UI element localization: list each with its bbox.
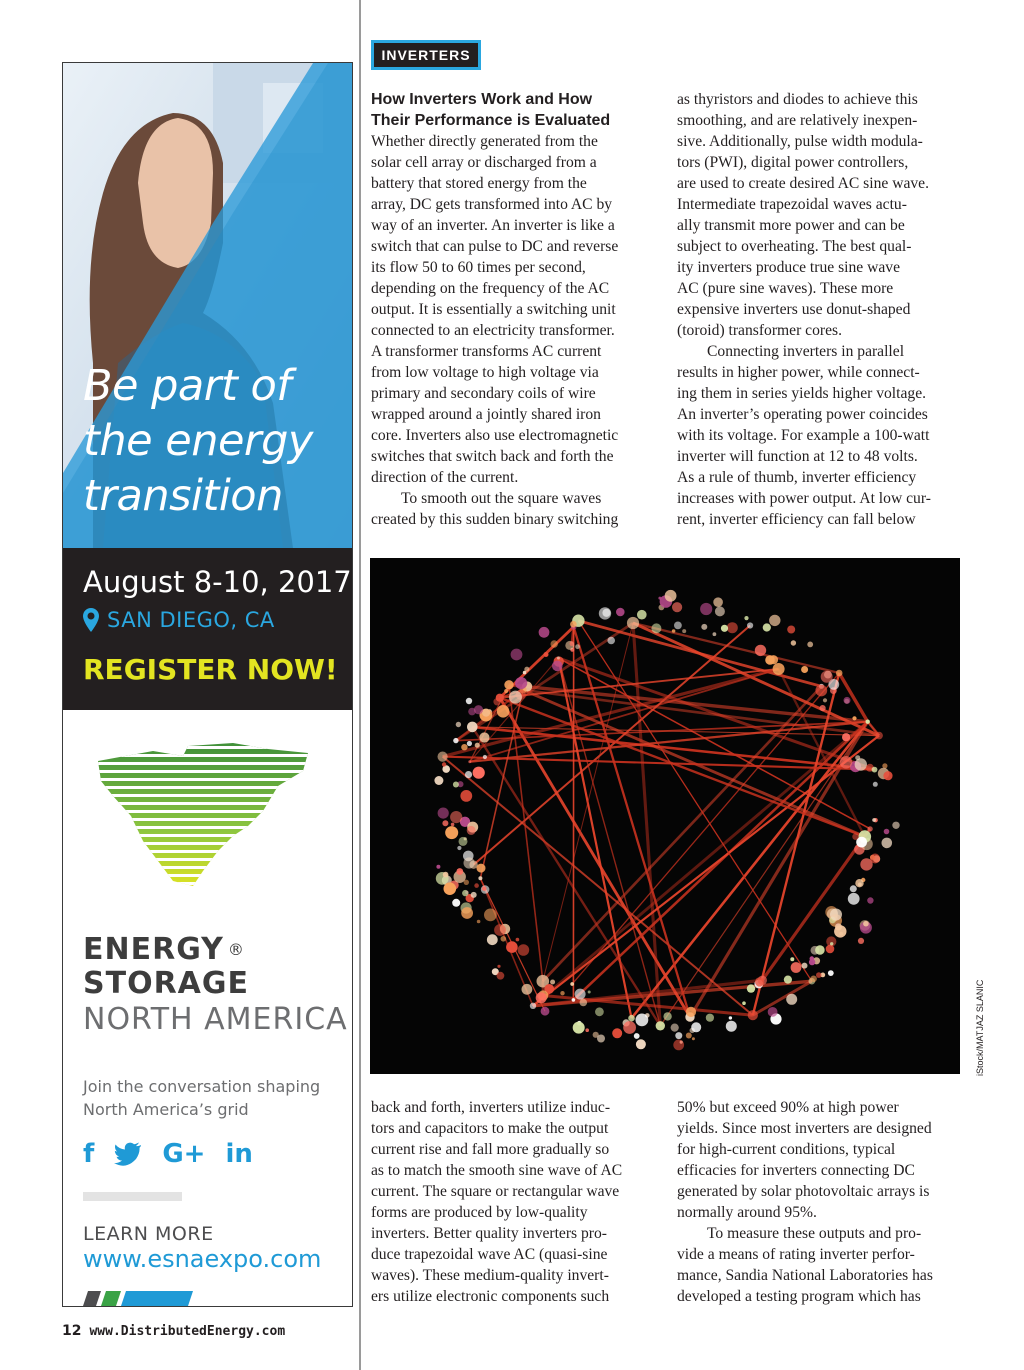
network-node xyxy=(442,820,448,826)
network-node xyxy=(434,776,443,785)
network-node xyxy=(506,941,518,953)
network-link xyxy=(533,980,762,1006)
registered-mark: ® xyxy=(227,940,245,959)
network-node xyxy=(572,998,576,1002)
network-node xyxy=(701,624,707,630)
network-node xyxy=(530,1003,536,1009)
text-line: inverters. Better quality inverters pro- xyxy=(371,1225,607,1242)
network-node xyxy=(497,965,500,968)
network-node xyxy=(467,826,476,835)
network-node xyxy=(516,938,520,942)
text-line: normally around 95%. xyxy=(677,1204,817,1221)
text-line: (toroid) transformer cores. xyxy=(677,322,842,339)
location-pin-icon xyxy=(83,608,99,632)
text-line: An inverter’s operating power coincides xyxy=(677,406,928,423)
text-line: expensive inverters use donut-shaped xyxy=(677,301,911,318)
article-heading-line: How Inverters Work and How xyxy=(371,91,593,108)
text-line: created by this sudden binary switching xyxy=(371,511,619,528)
text-line: subject to overheating. The best qual- xyxy=(677,238,912,255)
text-line: smoothing, and are relatively inexpen- xyxy=(677,112,918,129)
network-node xyxy=(462,890,468,896)
network-node xyxy=(637,610,647,620)
network-node xyxy=(855,755,860,760)
advertisement[interactable] xyxy=(62,62,353,1307)
network-node xyxy=(755,645,766,656)
network-node xyxy=(518,944,530,956)
network-node xyxy=(550,980,555,985)
ad-headline-line: the energy xyxy=(83,416,313,466)
text-line: are used to create desired AC sine wave. xyxy=(677,175,929,192)
network-node xyxy=(675,1032,682,1039)
network-node xyxy=(882,763,887,768)
network-node xyxy=(544,652,549,657)
network-node xyxy=(672,602,682,612)
network-node xyxy=(445,826,458,839)
network-node xyxy=(460,790,472,802)
network-node xyxy=(477,864,486,873)
text-line: waves). These medium-quality invert- xyxy=(371,1267,609,1284)
network-node xyxy=(713,632,717,636)
network-node xyxy=(467,722,478,733)
network-node xyxy=(713,597,723,607)
network-node xyxy=(497,705,510,718)
text-line: its flow 50 to 60 times per second, xyxy=(371,259,586,276)
network-node xyxy=(468,760,471,763)
network-node xyxy=(692,1037,695,1040)
network-node xyxy=(729,1016,732,1019)
network-node xyxy=(791,640,796,645)
text-line: yields. Since most inverters are designed xyxy=(677,1120,932,1137)
network-node xyxy=(580,999,588,1007)
network-link xyxy=(474,626,750,865)
network-node xyxy=(840,756,853,769)
network-node xyxy=(452,899,460,907)
network-node xyxy=(552,661,563,672)
network-node xyxy=(742,1001,746,1005)
network-node xyxy=(830,942,833,945)
text-line: as thyristors and diodes to achieve this xyxy=(677,91,918,108)
text-line: As a rule of thumb, inverter efficiency xyxy=(677,469,917,486)
network-node xyxy=(557,657,560,660)
network-node xyxy=(834,925,846,937)
network-node xyxy=(473,767,485,779)
network-node xyxy=(453,738,458,743)
network-node xyxy=(842,733,850,741)
network-node xyxy=(628,1015,635,1022)
network-node xyxy=(511,649,523,661)
network-node xyxy=(461,907,473,919)
network-node xyxy=(457,846,461,850)
network-node xyxy=(807,642,813,648)
network-node xyxy=(858,938,864,944)
network-node xyxy=(870,854,880,864)
network-node xyxy=(636,1039,646,1049)
network-node xyxy=(451,823,455,827)
network-node xyxy=(575,989,586,1000)
network-node xyxy=(830,909,842,921)
network-node xyxy=(884,829,890,835)
text-line: output. It is essentially a switching unit xyxy=(371,301,616,318)
network-node xyxy=(815,685,827,697)
network-node xyxy=(585,1028,589,1032)
network-node xyxy=(673,1040,684,1051)
network-node xyxy=(493,698,500,705)
text-line: ing them in series yields higher voltage. xyxy=(677,385,927,402)
text-line: solar cell array or discharged from a xyxy=(371,154,597,171)
text-line: switch that can pulse to DC and reverse xyxy=(371,238,619,255)
network-node xyxy=(763,623,771,631)
text-line: vide a means of rating inverter perfor- xyxy=(677,1246,915,1263)
network-node xyxy=(509,691,522,704)
network-node xyxy=(551,640,558,647)
network-node xyxy=(494,924,506,936)
network-node xyxy=(715,606,725,616)
text-line: primary and secondary coils of wire xyxy=(371,385,596,402)
text-line: ally transmit more power and can be xyxy=(677,217,905,234)
text-line: current. The square or rectangular wave xyxy=(371,1183,620,1200)
ad-headline xyxy=(83,359,343,524)
network-node xyxy=(802,963,808,969)
network-node xyxy=(872,818,876,822)
ad-website-link[interactable]: www.esnaexpo.com xyxy=(83,1245,322,1273)
network-node xyxy=(810,956,815,961)
ad-headline-line: Be part of xyxy=(83,361,291,411)
network-node xyxy=(773,663,785,675)
network-node xyxy=(672,629,676,633)
network-node xyxy=(651,623,661,633)
network-node xyxy=(539,627,550,638)
network-node xyxy=(850,885,857,892)
network-node xyxy=(456,868,463,875)
text-line: array, DC gets transformed into AC by xyxy=(371,196,613,213)
network-node xyxy=(748,1010,758,1020)
network-node xyxy=(791,962,802,973)
network-node xyxy=(769,615,780,626)
network-node xyxy=(484,909,497,922)
text-line: developed a testing program which has xyxy=(677,1288,921,1305)
network-node xyxy=(671,1024,679,1032)
network-node xyxy=(863,921,869,927)
text-line: battery that stored energy from the xyxy=(371,175,587,192)
text-line: 50% but exceed 90% at high power xyxy=(677,1099,899,1116)
page-number: 12 xyxy=(62,1323,82,1339)
ad-tagline-line: Join the conversation shaping xyxy=(83,1077,321,1096)
text-line: with its voltage. For example a 100-watt xyxy=(677,427,930,444)
network-node xyxy=(747,984,755,992)
network-node xyxy=(765,655,775,665)
text-line: back and forth, inverters utilize induc- xyxy=(371,1099,611,1116)
network-node xyxy=(852,716,856,720)
network-node xyxy=(784,976,792,984)
network-node xyxy=(467,741,472,746)
network-node xyxy=(726,1021,737,1032)
article-image-network-sphere xyxy=(370,558,960,1074)
network-node xyxy=(872,767,878,773)
network-node xyxy=(844,697,851,704)
article-heading-line: Their Performance is Evaluated xyxy=(371,112,611,129)
network-node xyxy=(721,625,728,632)
text-line: tors and capacitors to make the output xyxy=(371,1120,609,1137)
text-line: A transformer transforms AC current xyxy=(371,343,602,360)
network-node xyxy=(471,892,477,898)
network-node xyxy=(497,972,505,980)
network-node xyxy=(442,762,446,766)
ad-tagline xyxy=(83,1075,320,1121)
register-now-link[interactable]: REGISTER NOW! xyxy=(83,653,338,686)
network-node xyxy=(474,883,479,888)
facebook-icon[interactable]: f xyxy=(83,1139,95,1169)
network-node xyxy=(444,882,457,895)
network-node xyxy=(570,621,577,628)
image-credit: iStock/MATJAZ SLANIC xyxy=(975,979,985,1076)
network-node xyxy=(828,970,834,976)
network-node xyxy=(815,945,825,955)
text-line: generated by solar photovoltaic arrays is xyxy=(677,1183,930,1200)
network-node xyxy=(456,722,461,727)
article-column-2 xyxy=(677,89,931,530)
text-line: To smooth out the square waves xyxy=(401,490,602,507)
network-node xyxy=(570,641,575,646)
social-links xyxy=(83,1139,253,1169)
network-node xyxy=(478,876,482,880)
network-node xyxy=(438,808,449,819)
network-node xyxy=(875,732,883,740)
network-node xyxy=(623,1021,636,1034)
twitter-icon[interactable] xyxy=(114,1142,142,1166)
network-link xyxy=(456,623,633,741)
linkedin-icon[interactable]: in xyxy=(225,1139,253,1169)
text-line: depending on the frequency of the AC xyxy=(371,280,610,297)
text-line: Whether directly generated from the xyxy=(371,133,598,150)
network-node xyxy=(599,607,611,619)
article-column-1 xyxy=(371,89,618,530)
network-node xyxy=(453,782,459,788)
network-node xyxy=(536,992,547,1003)
network-node xyxy=(573,1022,585,1034)
network-sphere-illustration xyxy=(370,558,960,1074)
network-node xyxy=(461,744,467,750)
network-node xyxy=(820,705,826,711)
footer-website[interactable]: www.DistributedEnergy.com xyxy=(89,1324,286,1339)
network-node xyxy=(575,644,580,649)
text-line: current rise and fall more gradually so xyxy=(371,1141,610,1158)
text-line: results in higher power, while connect- xyxy=(677,364,920,381)
network-node xyxy=(691,1022,701,1032)
network-node xyxy=(465,771,472,778)
article-column-4 xyxy=(677,1097,933,1307)
network-node xyxy=(823,698,827,702)
network-node xyxy=(627,617,639,629)
network-node xyxy=(588,991,591,994)
ad-headline-line: transition xyxy=(83,471,283,521)
text-line: sive. Additionally, pulse width modula- xyxy=(677,133,923,150)
network-node xyxy=(466,698,472,704)
network-node xyxy=(852,834,858,840)
network-node xyxy=(482,886,487,891)
network-link xyxy=(839,673,868,722)
network-node xyxy=(892,822,899,829)
brand-line-north-america: NORTH AMERICA xyxy=(83,1002,348,1037)
text-line: way of an inverter. An inverter is like a xyxy=(371,217,615,234)
network-node xyxy=(524,667,529,672)
network-node xyxy=(700,603,712,615)
text-line: switches that switch back and forth the xyxy=(371,448,614,465)
network-node xyxy=(786,994,797,1005)
ad-photo xyxy=(63,63,352,548)
text-line: Intermediate trapezoidal waves actu- xyxy=(677,196,907,213)
brand-line-storage: STORAGE xyxy=(83,966,250,1001)
network-node xyxy=(816,972,822,978)
network-node xyxy=(468,708,476,716)
network-node xyxy=(706,1014,714,1022)
network-node xyxy=(504,680,513,689)
network-node xyxy=(504,689,508,693)
network-node xyxy=(867,897,873,903)
ad-brand-wordmark xyxy=(83,933,348,1039)
network-node xyxy=(810,976,817,983)
network-node xyxy=(755,977,764,986)
network-node xyxy=(747,622,753,628)
text-line: as to match the smooth sine wave of AC xyxy=(371,1162,623,1179)
text-line: AC (pure sine waves). These more xyxy=(677,280,894,297)
text-line: ity inverters produce true sine wave xyxy=(677,259,900,276)
network-node xyxy=(475,743,480,748)
network-node xyxy=(727,622,738,633)
network-node xyxy=(479,732,489,742)
network-node xyxy=(634,1033,640,1039)
text-line: Connecting inverters in parallel xyxy=(707,343,905,360)
network-node xyxy=(436,865,440,869)
network-node xyxy=(839,932,843,936)
network-link xyxy=(558,658,870,829)
network-node xyxy=(443,872,449,878)
network-node xyxy=(883,771,892,780)
text-line: efficacies for inverters connecting DC xyxy=(677,1162,915,1179)
ad-color-stripes xyxy=(83,1291,193,1306)
learn-more-label: LEARN MORE xyxy=(83,1223,214,1245)
page-footer xyxy=(62,1323,285,1339)
network-node xyxy=(855,879,863,887)
text-line: for high-current conditions, typical xyxy=(677,1141,896,1158)
text-line: connected to an electricity transformer. xyxy=(371,322,615,339)
network-node xyxy=(663,1012,671,1020)
text-line: forms are produced by low-quality xyxy=(371,1204,588,1221)
text-line: from low voltage to high voltage via xyxy=(371,364,599,381)
network-node xyxy=(438,752,448,762)
ad-divider-bar xyxy=(83,1192,182,1201)
text-line: To measure these outputs and pro- xyxy=(707,1225,922,1242)
google-plus-icon[interactable]: G+ xyxy=(162,1139,206,1169)
ad-location-text: SAN DIEGO, CA xyxy=(107,608,275,632)
ad-tagline-line: North America’s grid xyxy=(83,1100,249,1119)
network-node xyxy=(487,934,498,945)
network-node xyxy=(682,629,686,633)
network-node xyxy=(768,1007,778,1017)
network-node xyxy=(848,893,860,905)
network-node xyxy=(459,837,468,846)
network-node xyxy=(570,982,574,986)
network-node xyxy=(821,671,833,683)
network-node xyxy=(836,670,843,677)
network-node xyxy=(867,826,872,831)
text-line: wrapped around a jointly shared iron xyxy=(371,406,601,423)
network-node xyxy=(686,1033,692,1039)
network-node xyxy=(787,626,795,634)
network-node xyxy=(595,1007,604,1016)
text-line: rent, inverter efficiency can fall below xyxy=(677,511,916,528)
text-line: tors (PWI), digital power controllers, xyxy=(677,154,909,171)
network-node xyxy=(882,838,893,849)
column-divider xyxy=(359,0,361,1370)
network-link xyxy=(573,722,867,1000)
network-node xyxy=(674,622,682,630)
brand-line-energy: ENERGY xyxy=(83,932,224,967)
network-node xyxy=(482,709,490,717)
network-node xyxy=(560,991,564,995)
network-node xyxy=(450,811,462,823)
text-line: ers utilize electronic components such xyxy=(371,1288,610,1305)
north-america-map-logo xyxy=(93,741,313,891)
text-line: mance, Sandia National Laboratories has xyxy=(677,1267,933,1284)
text-line: core. Inverters also use electromagnetic xyxy=(371,427,619,444)
network-node xyxy=(616,608,625,617)
network-node xyxy=(855,758,867,770)
network-node xyxy=(597,1035,605,1043)
network-node xyxy=(801,666,808,673)
section-label: INVERTERS xyxy=(371,40,481,70)
text-line: inverter will function at 12 to 48 volts. xyxy=(677,448,918,465)
network-node xyxy=(790,957,794,961)
network-node xyxy=(686,1007,696,1017)
article-column-3 xyxy=(371,1097,622,1307)
text-line: increases with power output. At low cur- xyxy=(677,490,931,507)
network-node xyxy=(873,782,878,787)
network-node xyxy=(656,1021,665,1030)
network-node xyxy=(464,857,475,868)
text-line: direction of the current. xyxy=(371,469,519,486)
network-node xyxy=(826,945,835,954)
network-node xyxy=(658,597,661,600)
network-node xyxy=(541,1007,550,1016)
network-node xyxy=(744,616,748,620)
network-node xyxy=(483,755,487,759)
ad-location xyxy=(83,608,275,632)
ad-event-date: August 8-10, 2017 xyxy=(83,565,352,599)
network-node xyxy=(477,920,481,924)
text-line: duce trapezoidal wave AC (quasi-sine xyxy=(371,1246,608,1263)
network-node xyxy=(607,637,615,645)
network-node xyxy=(636,1014,649,1027)
network-node xyxy=(522,984,533,995)
network-node xyxy=(612,1028,622,1038)
network-node xyxy=(515,677,527,689)
network-node xyxy=(665,590,677,602)
network-node xyxy=(866,720,870,724)
network-node xyxy=(501,936,507,942)
